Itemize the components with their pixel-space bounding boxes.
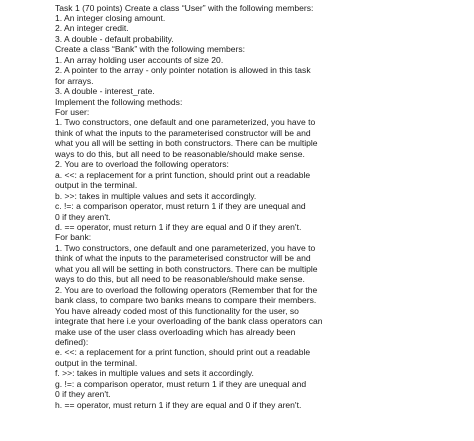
bank-operators-heading: 2. You are to overload the following operators (Remember that for the bbox=[55, 284, 318, 295]
document-text bbox=[55, 3, 373, 411]
bank-constructors-line: think of what the inputs to the parameterised constructor will be and bbox=[55, 253, 311, 264]
bank-operators-note: make use of the user class overloading which has already been bbox=[55, 326, 296, 337]
user-constructors-line: 1. Two constructors, one default and one parameterized, you have to bbox=[55, 117, 316, 128]
user-constructors-line: what you all will be setting in both constructors. There can be multiple bbox=[55, 138, 318, 149]
bank-constructors-line: what you all will be setting in both constructors. There can be multiple bbox=[55, 263, 318, 274]
bank-operators-note: defined): bbox=[55, 337, 89, 347]
bank-member-3: 3. A double - interest_rate. bbox=[55, 86, 155, 97]
user-operator-d: d. == operator, must return 1 if they are equal and 0 if they aren't. bbox=[55, 222, 302, 233]
user-constructors-line: ways to do this, but all need to be reasonable/should make sense. bbox=[55, 148, 305, 159]
bank-operators-note: You have already coded most of this functionality for the user, so bbox=[55, 305, 299, 316]
user-operator-a: a. <<: a replacement for a print function, should print out a readable bbox=[55, 169, 311, 180]
user-constructors-line: think of what the inputs to the parameterised constructor will be and bbox=[55, 127, 311, 138]
bank-member-2-cont: for arrays. bbox=[55, 75, 94, 86]
user-operator-b: b. >>: takes in multiple values and sets it accordingly. bbox=[55, 190, 257, 201]
bank-operator-g-cont: 0 if they aren't. bbox=[55, 389, 111, 400]
bank-operator-h: h. == operator, must return 1 if they are equal and 0 if they aren't. bbox=[55, 399, 302, 410]
bank-operators-note: integrate that here i.e your overloading of the bank class operators can bbox=[55, 316, 323, 327]
bank-member-1: 1. An array holding user accounts of size 20. bbox=[55, 54, 224, 65]
bank-heading: Create a class “Bank” with the following members: bbox=[55, 44, 246, 55]
bank-operator-e-cont: output in the terminal. bbox=[55, 357, 138, 368]
user-operators-heading: 2. You are to overload the following operators: bbox=[55, 159, 229, 170]
bank-operators-note: bank class, to compare two banks means to compare their members. bbox=[55, 295, 317, 306]
bank-operator-f: f. >>: takes in multiple values and sets it accordingly. bbox=[55, 368, 254, 379]
for-bank-heading: For bank: bbox=[55, 232, 92, 243]
bank-operator-e: e. <<: a replacement for a print function, should print out a readable bbox=[55, 347, 311, 358]
user-operator-c-cont: 0 if they aren't. bbox=[55, 211, 111, 222]
bank-constructors-line: 1. Two constructors, one default and one parameterized, you have to bbox=[55, 242, 316, 253]
bank-member-2: 2. A pointer to the array - only pointer notation is allowed in this task bbox=[55, 65, 311, 76]
user-member-1: 1. An integer closing amount. bbox=[55, 12, 166, 23]
user-operator-c: c. !=: a comparison operator, must return 1 if they are unequal and bbox=[55, 201, 306, 212]
user-member-3: 3. A double - default probability. bbox=[55, 33, 174, 44]
bank-constructors-line: ways to do this, but all need to be reasonable/should make sense. bbox=[55, 274, 305, 285]
methods-heading: Implement the following methods: bbox=[55, 96, 183, 107]
task-heading: Task 1 (70 points) Create a class “User” with the following members: bbox=[55, 2, 314, 13]
for-user-heading: For user: bbox=[55, 107, 90, 118]
bank-operator-g: g. !=: a comparison operator, must return 1 if they are unequal and bbox=[55, 378, 307, 389]
user-operator-a-cont: output in the terminal. bbox=[55, 180, 138, 191]
user-member-2: 2. An integer credit. bbox=[55, 23, 129, 34]
